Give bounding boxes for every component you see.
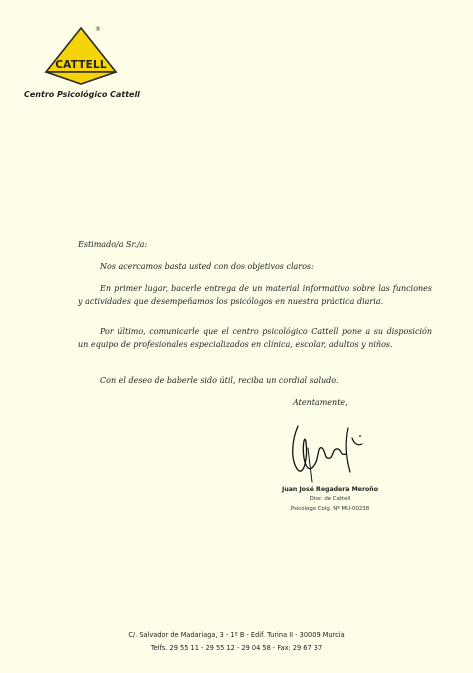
signer-name: Juan José Regadera Meroño — [282, 486, 378, 493]
registered-mark: ® — [95, 26, 101, 33]
paragraph-intro: Nos acercamos basta usted con dos objetivos claros: — [100, 262, 314, 271]
logo-diamond-lower — [46, 72, 116, 84]
cattell-logo — [44, 26, 118, 88]
signer-title: Dtor. de Cattell — [309, 496, 351, 502]
paragraph-second: Por último, comunicarle que el centro psicológico Cattell pone a su disposición un equipo de profesionales especializados en clínica, escolar, adultos y niños. — [78, 327, 432, 349]
logo-wordmark: CATTELL — [55, 59, 107, 71]
paragraph-farewell: Con el deseo de baberle sido útil, reciba un cordial saludo. — [100, 376, 339, 385]
salutation: Estimado/a Sr./a: — [78, 240, 148, 249]
closing: Atentamente, — [293, 398, 348, 407]
footer-phones: Telfs. 29 55 11 - 29 55 12 - 29 04 58 - Fax: 29 67 37 — [150, 644, 323, 652]
signer-license: Psicólogo Colg. Nº MU-00238 — [290, 506, 370, 512]
footer-address: C/. Salvador de Madariaga, 3 - 1º B - Edif. Turina II - 30009 Murcia — [128, 631, 345, 639]
paragraph-first: En primer lugar, bacerle entrega de un material informativo sobre las funciones y actividades que desempeñamos los psicólogos en nuestra práctica diaria. — [78, 284, 432, 306]
handwritten-signature — [288, 418, 368, 484]
center-name: Centro Psicológico Cattell — [24, 90, 140, 99]
